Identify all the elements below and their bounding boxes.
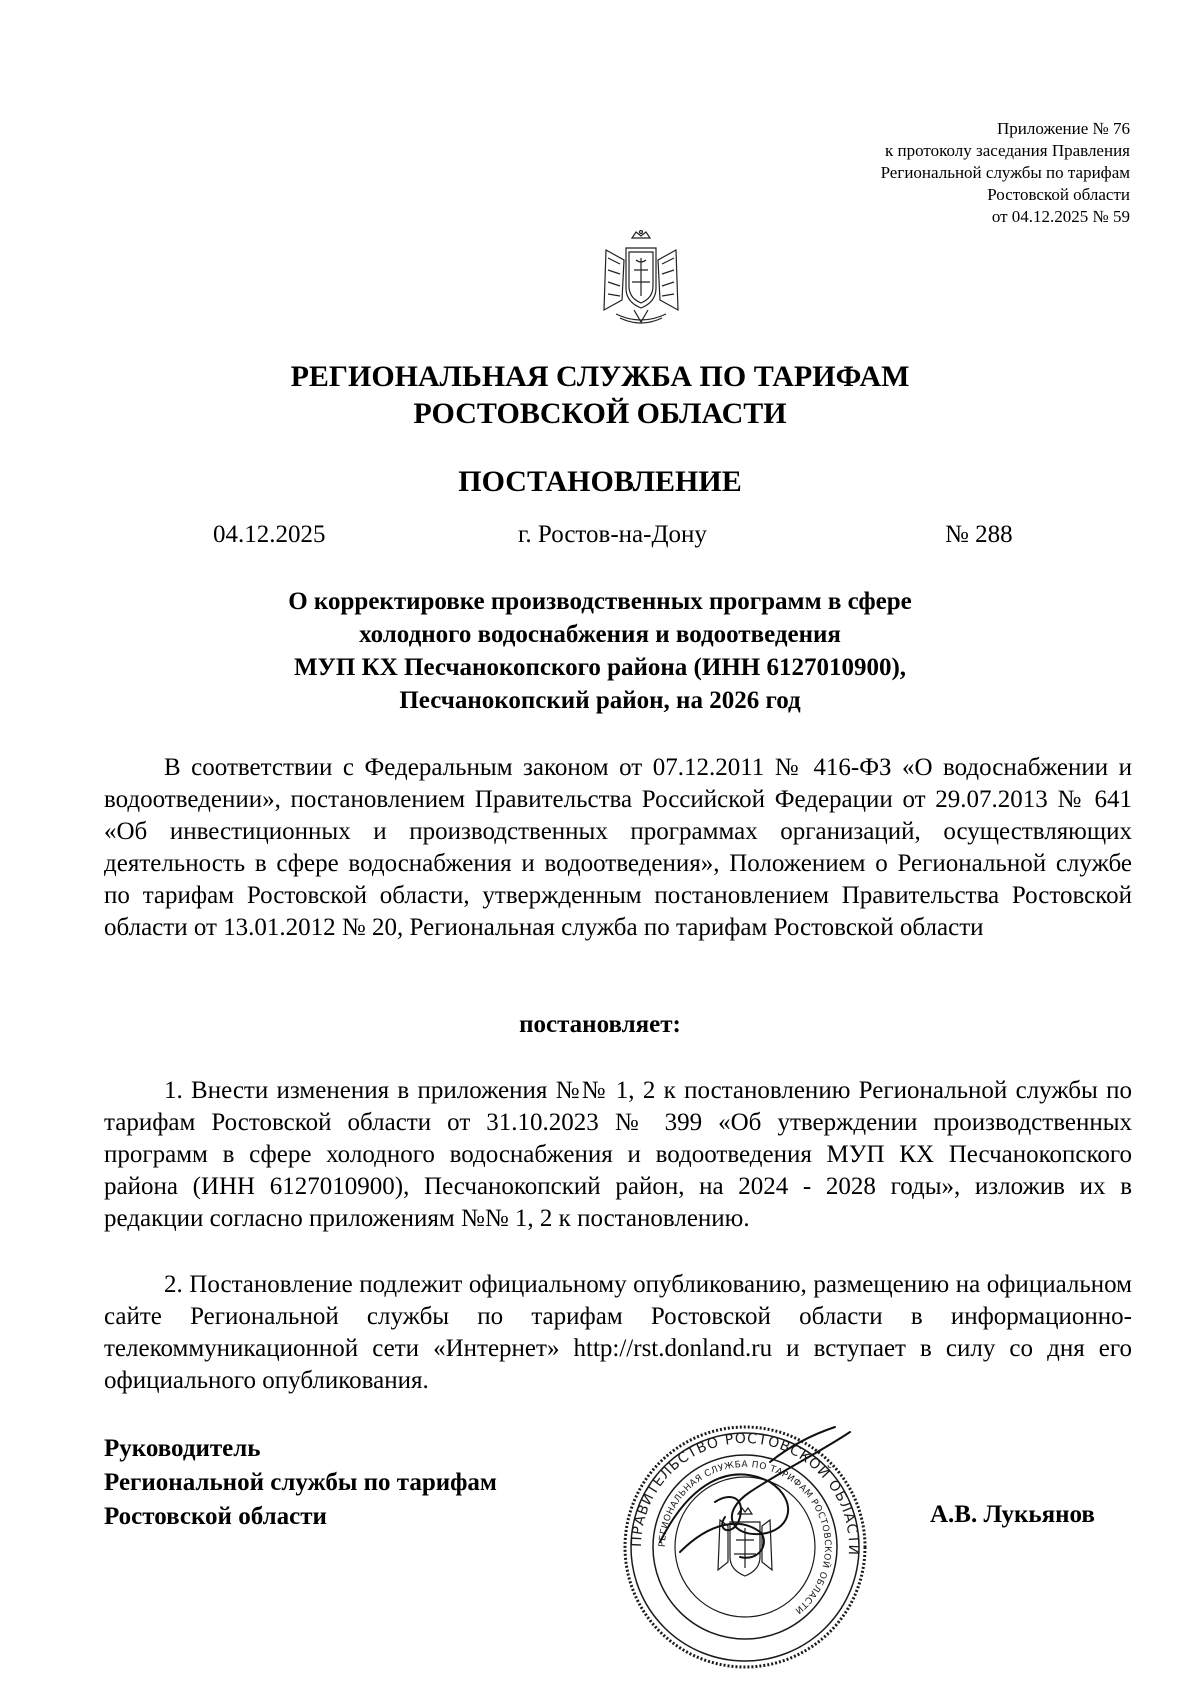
signer-position — [104, 1432, 497, 1534]
annex-line-2: к протоколу заседания Правления — [885, 141, 1130, 160]
annex-line-5: от 04.12.2025 № 59 — [991, 207, 1130, 226]
document-subject — [0, 585, 1200, 717]
organization-title-line-2: РОСТОВСКОЙ ОБЛАСТИ — [413, 397, 787, 430]
signer-position-line-1: Руководитель — [104, 1435, 261, 1462]
annex-line-1: Приложение № 76 — [997, 119, 1130, 138]
signer-name: А.В. Лукьянов — [930, 1501, 1095, 1528]
resolution-item-2: 2. Постановление подлежит официальному опубликованию, размещению на официальном сайте Региональной службы по тарифам Ростовской области в информационно-телекоммуникационной сети «Интернет» http://rst.donland.ru и вступает в силу со дня его официального опубликования. — [104, 1271, 1132, 1394]
signer-position-line-3: Ростовской области — [104, 1503, 327, 1530]
resolution-item-1: 1. Внести изменения в приложения №№ 1, 2 к постановлению Региональной службы по тарифам Ростовской области от 31.10.2023 № 399 «Об утверждении производственных программ в сфере холодного водоснабжения и водоотведения МУП КХ Песчанокопского района (ИНН 6127010900), Песчанокопский район, на 2024 - 2028 годы», изложив их в редакции согласно приложениям №№ 1, 2 к постановлению. — [104, 1077, 1132, 1232]
subject-line-4: Песчанокопский район, на 2026 год — [399, 687, 801, 714]
preamble-paragraph: В соответствии с Федеральным законом от 07.12.2011 № 416-ФЗ «О водоснабжении и водоотведении», постановлением Правительства Российской Федерации от 29.07.2013 № 641 «Об инвестиционных и производственных программах организаций, осуществляющих деятельность в сфере водоснабжения и водоотведения», Положением о Региональной службе по тарифам Ростовской области, утвержденным постановлением Правительства Ростовской области от 13.01.2012 № 20, Региональная служба по тарифам Ростовской области — [104, 754, 1132, 941]
official-seal-icon — [620, 1422, 870, 1672]
document-number: № 288 — [945, 521, 1013, 548]
subject-line-3: МУП КХ Песчанокопского района (ИНН 6127010900), — [293, 654, 907, 681]
annex-line-4: Ростовской области — [987, 185, 1130, 204]
signer-position-line-2: Региональной службы по тарифам — [104, 1469, 497, 1496]
subject-line-2: холодного водоснабжения и водоотведения — [359, 621, 841, 648]
annex-block — [881, 118, 1130, 228]
coat-of-arms-icon — [596, 230, 686, 330]
organization-title — [0, 358, 1200, 432]
document-city: г. Ростов-на-Дону — [518, 521, 707, 548]
seal-outer-text: ПРАВИТЕЛЬСТВО РОСТОВСКОЙ ОБЛАСТИ — [628, 1430, 862, 1557]
document-type: ПОСТАНОВЛЕНИЕ — [458, 465, 742, 498]
annex-line-3: Региональной службы по тарифам — [880, 163, 1130, 182]
resolves-heading: постановляет: — [519, 1011, 681, 1038]
seal-inner-text: РЕГИОНАЛЬНАЯ СЛУЖБА ПО ТАРИФАМ РОСТОВСКОЙ ОБЛАСТИ — [657, 1459, 833, 1616]
subject-line-1: О корректировке производственных программ в сфере — [288, 588, 912, 615]
organization-title-line-1: РЕГИОНАЛЬНАЯ СЛУЖБА ПО ТАРИФАМ — [290, 360, 910, 393]
document-date: 04.12.2025 — [213, 521, 326, 548]
